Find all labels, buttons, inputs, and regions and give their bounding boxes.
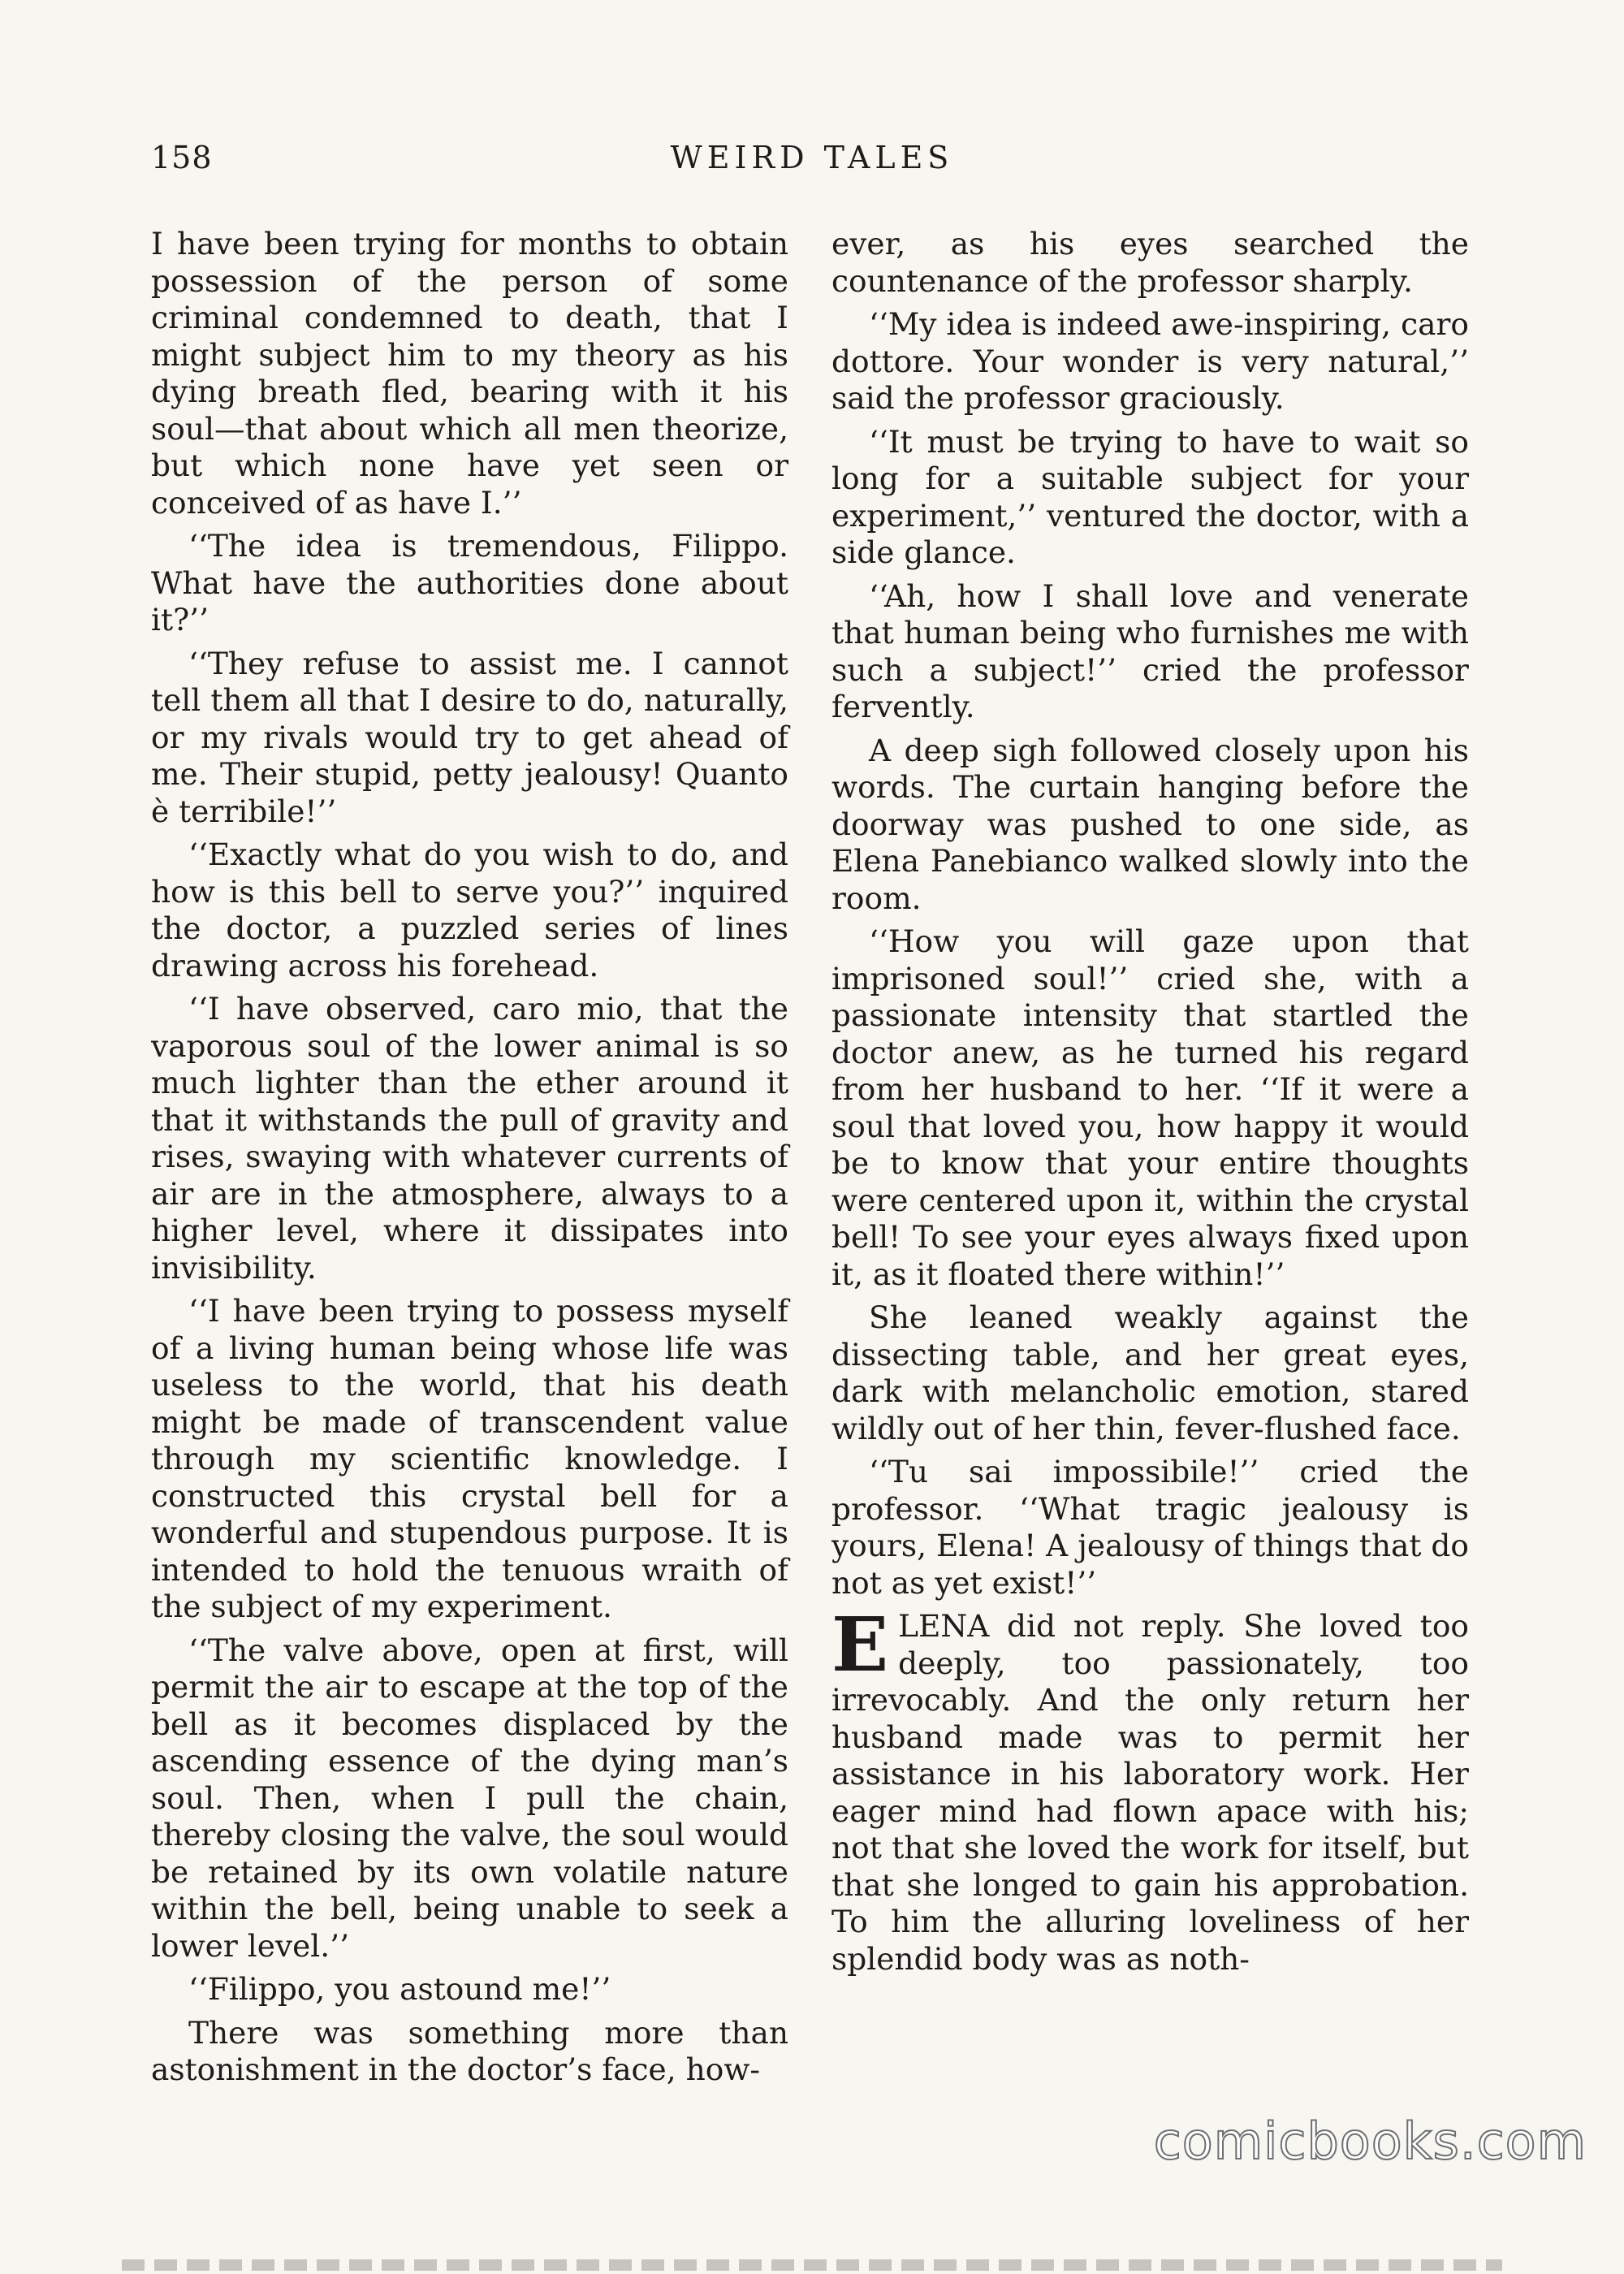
paragraph: There was something more than astonishment in the doctor’s face, how- xyxy=(151,2014,788,2087)
paragraph: ‘‘They refuse to assist me. I cannot tell them all that I desire to do, naturally, or my rivals would try to get ahead of me. Their stupid, petty jealousy! Quanto è terribile!’’ xyxy=(151,645,788,829)
paragraph: She leaned weakly against the dissecting table, and her great eyes, dark with melancholic emotion, stared wildly out of her thin, fever-flushed face. xyxy=(831,1299,1469,1446)
paragraph: ‘‘The valve above, open at first, will permit the air to escape at the top of the bell as it becomes displaced by the ascending essence of the dying man’s soul. Then, when I pull the chain, thereby closing the valve, the soul would be retained by its own volatile nature within the bell, being unable to seek a lower level.’’ xyxy=(151,1632,788,1964)
paragraph: ‘‘I have observed, caro mio, that the vaporous soul of the lower animal is so much lighter than the ether around it that it withstands the pull of gravity and rises, swaying with whatever currents of air are in the atmosphere, always to a higher level, where it dissipates into invisibility. xyxy=(151,991,788,1286)
paragraph: ‘‘My idea is indeed awe-inspiring, caro dottore. Your wonder is very natural,’’ said the professor graciously. xyxy=(831,306,1469,416)
drop-cap: E xyxy=(831,1601,889,1688)
paragraph: ‘‘Exactly what do you wish to do, and how is this bell to serve you?’’ inquired the doctor, a puzzled series of lines drawing across his forehead. xyxy=(151,837,788,984)
site-watermark: comicbooks.com xyxy=(1153,2112,1587,2171)
paragraph: ‘‘Filippo, you astound me!’’ xyxy=(188,1971,611,2007)
paragraph: ‘‘How you will gaze upon that imprisoned soul!’’ cried she, with a passionate intensity that startled the doctor anew, as he turned his regard from her husband to her. ‘‘If it were a soul that loved you, how happy it would be to know that your entire thoughts were centered upon it, within the crystal bell! To see your eyes always fixed upon it, as it floated there within!’’ xyxy=(831,923,1469,1292)
page-header xyxy=(0,140,1624,180)
left-column xyxy=(151,226,788,2089)
page-number: 158 xyxy=(151,140,213,175)
right-column xyxy=(831,226,1469,1978)
paragraph: ‘‘Ah, how I shall love and venerate that human being who furnishes me with such a subject!’’ cried the professor fervently. xyxy=(831,577,1469,724)
paragraph: ‘‘Tu sai impossibile!’’ cried the professor. ‘‘What tragic jealousy is yours, Elena! A jealousy of things that do not as yet exist!’’ xyxy=(831,1454,1469,1601)
bottom-bleed-through xyxy=(122,2259,1502,2271)
paragraph-continued: ever, as his eyes searched the countenance of the professor sharply. xyxy=(831,226,1469,299)
section-opening-paragraph xyxy=(831,1601,1469,1978)
paragraph: ‘‘I have been trying to possess myself of a living human being whose life was useless to the world, that his death might be made of transcendent value through my scientific knowledge. I constructed this crystal bell for a wonderful and stupendous purpose. It is intended to hold the tenuous wraith of the subject of my experiment. xyxy=(151,1293,788,1624)
paragraph: I have been trying for months to obtain possession of the person of some criminal condemned to death, that I might subject him to my theory as his dying breath fled, bearing with it his soul—that about which all men theorize, but which none have yet seen or conceived of as have I.’’ xyxy=(151,226,788,521)
running-title: WEIRD TALES xyxy=(670,140,954,175)
paragraph: A deep sigh followed closely upon his words. The curtain hanging before the doorway was pushed to one side, as Elena Panebianco walked slowly into the room. xyxy=(831,732,1469,916)
paragraph: ‘‘The idea is tremendous, Filippo. What have the authorities done about it?’’ xyxy=(151,528,788,638)
section-opening-text: LENA did not reply. She loved too deeply, too passionately, too irrevocably. And the only return her husband made was to permit her assistance in his laboratory work. Her eager mind had flown apace with his; not that she loved the work for itself, but that she longed to gain his approbation. To him the alluring loveliness of her splendid body was as noth- xyxy=(831,1608,1469,1977)
paragraph: ‘‘It must be trying to have to wait so long for a suitable subject for your experiment,’’ ventured the doctor, with a side glance. xyxy=(831,423,1469,570)
